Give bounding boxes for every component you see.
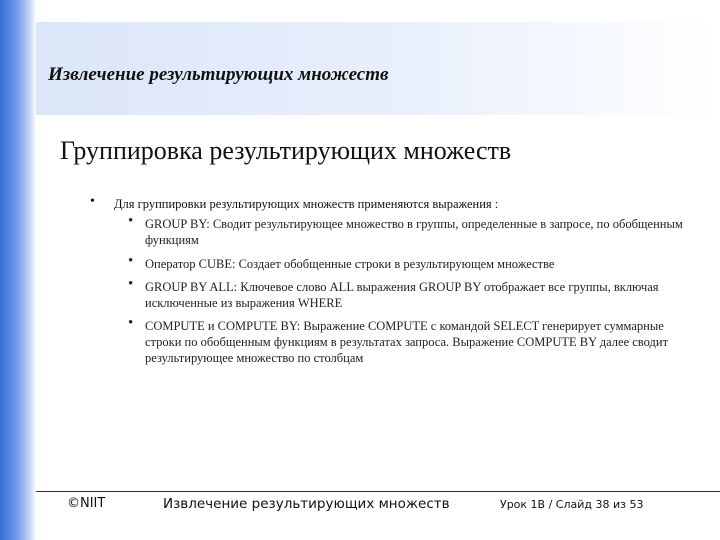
list-item <box>128 213 688 248</box>
footer-title: Извлечение результирующих множеств <box>163 496 450 512</box>
footer-copyright: ©NIIT <box>67 496 106 511</box>
list-item <box>128 253 688 272</box>
footer-divider <box>36 491 720 492</box>
list-item <box>128 276 688 311</box>
list-item-text: Оператор CUBE: Создает обобщенные строки в результирующем множестве <box>145 257 555 271</box>
list-item-text: GROUP BY: Сводит результирующее множество в группы, определенные в запросе, по обобщенным функциям <box>145 217 683 247</box>
bullet-icon: • <box>128 253 134 269</box>
intro-text: Для группировки результирующих множеств применяются выражения : <box>114 197 499 211</box>
footer-slide-number: Урок 1В / Слайд 38 из 53 <box>500 498 644 511</box>
intro-bullet <box>90 196 700 212</box>
bullet-icon: • <box>90 194 95 209</box>
list-item-text: COMPUTE и COMPUTE BY: Выражение COMPUTE с командой SELECT генерирует суммарные строки по обобщенным функциям в результатах запроса. Выражение COMPUTE BY далее сводит результирующее множество по столбцам <box>145 319 669 365</box>
list-item-text: GROUP BY ALL: Ключевое слово ALL выражения GROUP BY отображает все группы, включая исключенные из выражения WHERE <box>145 280 659 310</box>
bullet-icon: • <box>128 315 134 331</box>
slide-title: Группировка результирующих множеств <box>60 136 512 165</box>
bullet-icon: • <box>128 213 134 229</box>
header-title: Извлечение результирующих множеств <box>48 64 389 85</box>
list-item <box>128 315 688 366</box>
bullet-icon: • <box>128 276 134 292</box>
left-accent-bar <box>0 0 36 540</box>
